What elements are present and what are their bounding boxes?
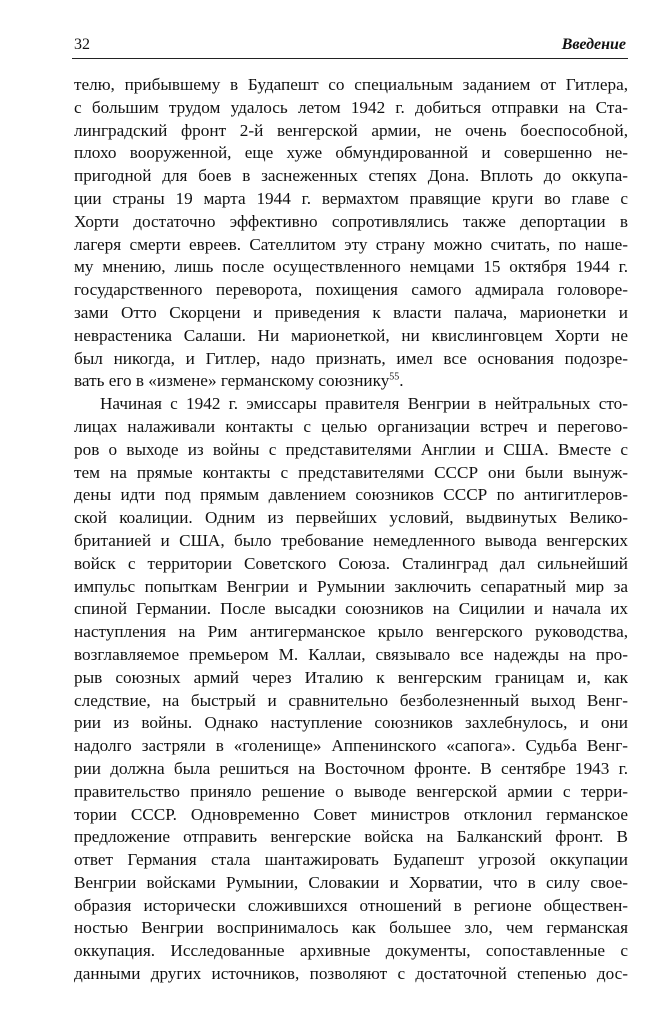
text-line: пригодной для боев в заснеженных степях Дона. Вплоть до оккупа-	[74, 166, 628, 186]
text-line: ской коалиции. Одним из первейших условий, выдвинутых Велико-	[74, 508, 628, 528]
text-line: ции страны 19 марта 1944 г. вермахтом правящие круги во главе с	[74, 188, 628, 208]
text-line: Начиная с 1942 г. эмиссары правителя Венгрии в нейтральных сто-	[100, 394, 628, 414]
text-line: рии должна была решиться на Восточном фронте. В сентябре 1943 г.	[74, 758, 628, 778]
text-line: наступления на Рим антигерманское крыло венгерского руководства,	[74, 622, 628, 642]
text-line: линградский фронт 2-й венгерской армии, не очень боеспособной,	[74, 120, 628, 140]
text-line: неврастеника Салаши. Ни марионеткой, ни квислинговцем Хорти не	[74, 325, 628, 345]
text-line: следствие, на быстрый и сравнительно безболезненный выход Венг-	[74, 690, 628, 710]
text-line: тории СССР. Одновременно Совет министров отклонил германское	[74, 804, 628, 824]
paragraph	[74, 74, 628, 393]
text-line: возглавляемое премьером М. Каллаи, связывало все надежды на про-	[74, 644, 628, 664]
text-line: был никогда, и Гитлер, надо признать, имел все основания подозре-	[74, 348, 628, 368]
text-line: импульс попыткам Венгрии и Румынии заключить сепаратный мир за	[74, 576, 628, 596]
text-line: вать его в «измене» германскому союзнику$^{55}$.	[74, 371, 404, 391]
text-line: рыв союзных армий через Италию к венгерским границам и, как	[74, 667, 628, 687]
text-line: дены идти под прямым давлением союзников СССР по антигитлеров-	[74, 485, 628, 505]
text-line: телю, прибывшему в Будапешт со специальным заданием от Гитлера,	[74, 75, 628, 94]
text-line: Венгрии войсками Румынии, Словакии и Хорватии, что в силу свое-	[74, 872, 628, 892]
text-line: тем на прямые контакты с представителями СССР они были вынуж-	[74, 462, 628, 482]
text-line: оккупация. Исследованные архивные документы, сопоставленные с	[74, 941, 628, 961]
text-line: лицах налаживали контакты с целью организации встреч и перегово-	[74, 416, 628, 436]
text-line: лагеря смерти евреев. Сателлитом эту страну можно считать, по наше-	[74, 234, 628, 254]
footnote-marker[interactable]: 55	[389, 371, 400, 383]
text-line: надолго застряли в «голенище» Аппенинского «сапога». Судьба Венг-	[74, 736, 628, 756]
text-line: с большим трудом удалось летом 1942 г. добиться отправки на Ста-	[74, 97, 628, 117]
text-line: зами Отто Скорцени и приведения к власти палача, марионетки и	[74, 302, 628, 322]
text-line: правительство приняло решение о выводе венгерской армии с терри-	[74, 781, 628, 801]
text-line: образия исторически сложившихся отношений в регионе обществен-	[74, 895, 628, 915]
text-line: британией и США, было требование немедленного вывода венгерских	[74, 530, 628, 550]
text-line: предложение отправить венгерские войска на Балканский фронт. В	[74, 827, 628, 847]
text-line: войск с территории Советского Союза. Сталинград дал сильнейший	[74, 553, 628, 573]
text-line: му мнению, лишь после осуществленного немцами 15 октября 1944 г.	[74, 257, 628, 277]
page-header	[72, 34, 628, 59]
text-line: данными других источников, позволяют с достаточной степенью дос-	[74, 964, 628, 984]
text-line: государственного переворота, похищения самого адмирала головоре-	[74, 280, 628, 300]
text-line: ров о выходе из войны с представителями Англии и США. Вместе с	[74, 439, 628, 459]
text-line: Хорти достаточно эффективно сопротивлялись также депортации в	[74, 211, 628, 231]
text-line: плохо вооруженной, еще хуже обмундированной и совершенно не-	[74, 143, 628, 163]
section-title: Введение	[561, 36, 626, 53]
text-line: ностью Венгрии воспринималось как большее зло, чем германская	[74, 918, 628, 938]
paragraph	[74, 393, 628, 986]
text-line: ответ Германия стала шантажировать Будапешт угрозой оккупации	[74, 850, 628, 870]
page-number: 32	[74, 36, 90, 53]
text-line: рии из войны. Однако наступление союзников захлебнулось, и они	[74, 713, 628, 733]
body-text	[74, 74, 628, 986]
text-line: спиной Германии. После высадки союзников на Сицилии и начала их	[74, 599, 628, 619]
